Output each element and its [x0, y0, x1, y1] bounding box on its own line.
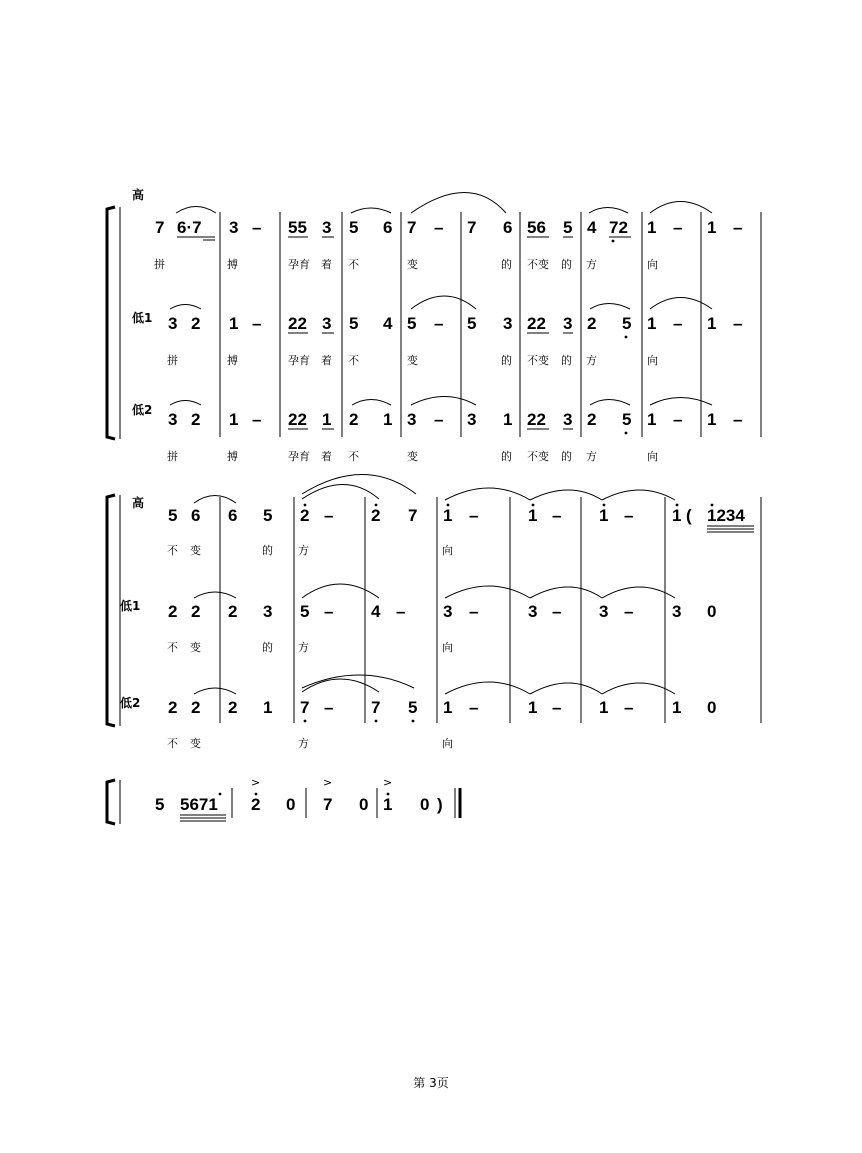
note: 7	[155, 218, 165, 237]
note: 1	[599, 698, 609, 717]
note: –	[252, 218, 262, 237]
voice-label-low2: 低2	[132, 403, 153, 417]
note: 0	[707, 602, 717, 621]
note: 7	[323, 795, 333, 814]
note: 5	[168, 506, 178, 525]
note: 1	[647, 410, 657, 429]
note: –	[673, 218, 683, 237]
voice-label-high: 高	[132, 188, 145, 202]
note: 5	[563, 218, 573, 237]
note: 2	[168, 698, 178, 717]
note: 3	[467, 410, 477, 429]
note: 1	[707, 218, 717, 237]
note: 2	[587, 410, 597, 429]
lyric: 向	[647, 354, 658, 367]
note: –	[396, 602, 406, 621]
note: 6·7	[177, 218, 202, 237]
note: –	[324, 506, 334, 525]
note: 2	[587, 314, 597, 333]
lyric: 向	[442, 641, 453, 654]
coda-accents	[251, 776, 392, 789]
note: –	[552, 698, 562, 717]
note: 1	[383, 410, 393, 429]
note: 5	[300, 602, 310, 621]
note: 2	[191, 602, 201, 621]
note: 56	[527, 218, 546, 237]
voice-label-high: 高	[132, 496, 145, 510]
system-2	[107, 475, 761, 751]
lyric: 方	[586, 258, 597, 271]
note: 1	[672, 506, 682, 525]
note: 2	[251, 795, 261, 814]
note: 3	[168, 314, 178, 333]
note: 6	[191, 506, 201, 525]
note: –	[673, 314, 683, 333]
lyric: 向	[442, 737, 453, 750]
note: 1	[707, 410, 717, 429]
part-low2-notes	[168, 698, 716, 717]
part-low2-lyrics	[167, 449, 658, 463]
note: 6	[383, 218, 393, 237]
note: 1	[383, 795, 393, 814]
note: 1	[528, 506, 538, 525]
lyric: 搏	[227, 450, 238, 463]
lyric: 方	[298, 641, 309, 654]
note: 1234	[707, 506, 745, 525]
lyric: 的	[262, 544, 273, 557]
lyric: 不	[348, 258, 359, 271]
lyric: 搏	[227, 354, 238, 367]
lyric: 的	[501, 354, 512, 367]
lyric: 拼	[167, 450, 178, 463]
note: 5671	[180, 795, 218, 814]
note: 1	[672, 698, 682, 717]
note: –	[552, 506, 562, 525]
note: –	[733, 218, 743, 237]
part-high-notes	[168, 506, 745, 525]
note: 1	[647, 314, 657, 333]
note: 0	[359, 795, 369, 814]
lyric: 的	[561, 450, 572, 463]
lyric: 向	[647, 258, 658, 271]
note: 1	[599, 506, 609, 525]
note: 7	[371, 698, 381, 717]
part-high-notes	[155, 218, 742, 237]
note: 3	[528, 602, 538, 621]
note: 5	[408, 698, 418, 717]
system-1	[107, 187, 761, 463]
lyric: 搏	[227, 258, 238, 271]
note: 2	[300, 506, 310, 525]
accent-mark: >	[323, 776, 333, 789]
lyric: 的	[262, 641, 273, 654]
lyric: 不变	[527, 450, 549, 463]
note: 5	[349, 314, 359, 333]
part-low1-notes	[168, 314, 742, 333]
note: 4	[587, 218, 597, 237]
lyric: 变	[407, 354, 418, 367]
part-low2-lyrics	[167, 736, 453, 750]
note: –	[469, 602, 479, 621]
note: 22	[527, 410, 546, 429]
note: –	[324, 698, 334, 717]
note: 3	[563, 410, 573, 429]
note: 6	[228, 506, 238, 525]
note: 3	[443, 602, 453, 621]
note: 5	[263, 506, 273, 525]
lyric: 不变	[527, 258, 549, 271]
lyric: 孕育	[288, 258, 310, 271]
note: 0	[707, 698, 717, 717]
note: 3	[322, 314, 332, 333]
lyric: 不	[167, 544, 178, 557]
part-low1-notes	[168, 602, 716, 621]
part-high-lyrics	[167, 543, 453, 557]
part-low1-lyrics	[167, 353, 658, 367]
note: 3	[563, 314, 573, 333]
note: 3	[672, 602, 682, 621]
note: –	[434, 410, 444, 429]
note: –	[252, 410, 262, 429]
note: 0	[420, 795, 430, 814]
note: 22	[288, 314, 307, 333]
note: 7	[408, 506, 418, 525]
note: 2	[228, 698, 238, 717]
note: )	[437, 795, 443, 814]
note: 1	[229, 410, 239, 429]
note: –	[552, 602, 562, 621]
coda-notes	[155, 795, 443, 814]
lyric: 变	[190, 641, 201, 654]
note: –	[673, 410, 683, 429]
note: 7	[407, 218, 417, 237]
lyric: 的	[501, 450, 512, 463]
note: 3	[168, 410, 178, 429]
note: 3	[407, 410, 417, 429]
note: 1	[263, 698, 273, 717]
lyric: 孕育	[288, 354, 310, 367]
note: 3	[599, 602, 609, 621]
note: 3	[503, 314, 513, 333]
note: 2	[168, 602, 178, 621]
note: 4	[383, 314, 393, 333]
part-low1-lyrics	[167, 640, 453, 654]
note: –	[469, 506, 479, 525]
note: 3	[229, 218, 239, 237]
note: 1	[229, 314, 239, 333]
note: 1	[443, 506, 453, 525]
lyric: 不	[167, 641, 178, 654]
lyric: 方	[586, 450, 597, 463]
part-high-lyrics	[154, 257, 658, 271]
lyric: 不	[348, 354, 359, 367]
note: –	[624, 698, 634, 717]
note: 7	[467, 218, 477, 237]
note: –	[324, 602, 334, 621]
note: 2	[191, 698, 201, 717]
note: 72	[609, 218, 628, 237]
lyric: 的	[561, 258, 572, 271]
note: 5	[349, 218, 359, 237]
note: 1	[647, 218, 657, 237]
note: 5	[155, 795, 165, 814]
note: 1	[443, 698, 453, 717]
note: 2	[191, 314, 201, 333]
note: 5	[622, 410, 632, 429]
note: 5	[467, 314, 477, 333]
note: 3	[263, 602, 273, 621]
note: 4	[371, 602, 381, 621]
voice-label-low1: 低1	[120, 599, 141, 613]
note: (	[686, 506, 692, 525]
note: –	[624, 506, 634, 525]
note: 55	[288, 218, 307, 237]
note: 22	[527, 314, 546, 333]
lyric: 方	[298, 737, 309, 750]
system-3	[107, 776, 460, 824]
lyric: 着	[321, 354, 332, 367]
lyric: 变	[407, 450, 418, 463]
note: –	[624, 602, 634, 621]
lyric: 方	[298, 544, 309, 557]
accent-mark: >	[251, 776, 261, 789]
note: 2	[191, 410, 201, 429]
lyric: 孕育	[288, 450, 310, 463]
note: –	[434, 314, 444, 333]
voice-label-low1: 低1	[132, 311, 153, 325]
note: –	[733, 410, 743, 429]
note: 1	[503, 410, 513, 429]
note: 6	[503, 218, 513, 237]
lyric: 变	[190, 544, 201, 557]
lyric: 向	[647, 450, 658, 463]
note: –	[434, 218, 444, 237]
accent-mark: >	[383, 776, 393, 789]
lyric: 不变	[527, 354, 549, 367]
note: –	[469, 698, 479, 717]
note: 7	[300, 698, 310, 717]
note: 1	[707, 314, 717, 333]
part-low2-notes	[168, 410, 742, 429]
note: 22	[288, 410, 307, 429]
lyric: 方	[586, 354, 597, 367]
lyric: 拼	[154, 258, 165, 271]
lyric: 的	[561, 354, 572, 367]
lyric: 变	[407, 258, 418, 271]
note: 2	[349, 410, 359, 429]
lyric: 着	[321, 450, 332, 463]
note: 5	[407, 314, 417, 333]
note: 1	[322, 410, 332, 429]
note: 1	[528, 698, 538, 717]
note: 2	[371, 506, 381, 525]
lyric: 拼	[167, 354, 178, 367]
lyric: 着	[321, 258, 332, 271]
note: –	[733, 314, 743, 333]
note: 5	[622, 314, 632, 333]
voice-label-low2: 低2	[120, 696, 141, 710]
lyric: 不	[167, 737, 178, 750]
lyric: 不	[348, 450, 359, 463]
lyric: 的	[501, 258, 512, 271]
page-number: 第 3页	[413, 1076, 449, 1090]
lyric: 变	[190, 737, 201, 750]
note: 2	[228, 602, 238, 621]
note: –	[252, 314, 262, 333]
lyric: 向	[442, 544, 453, 557]
note: 0	[286, 795, 296, 814]
note: 3	[322, 218, 332, 237]
